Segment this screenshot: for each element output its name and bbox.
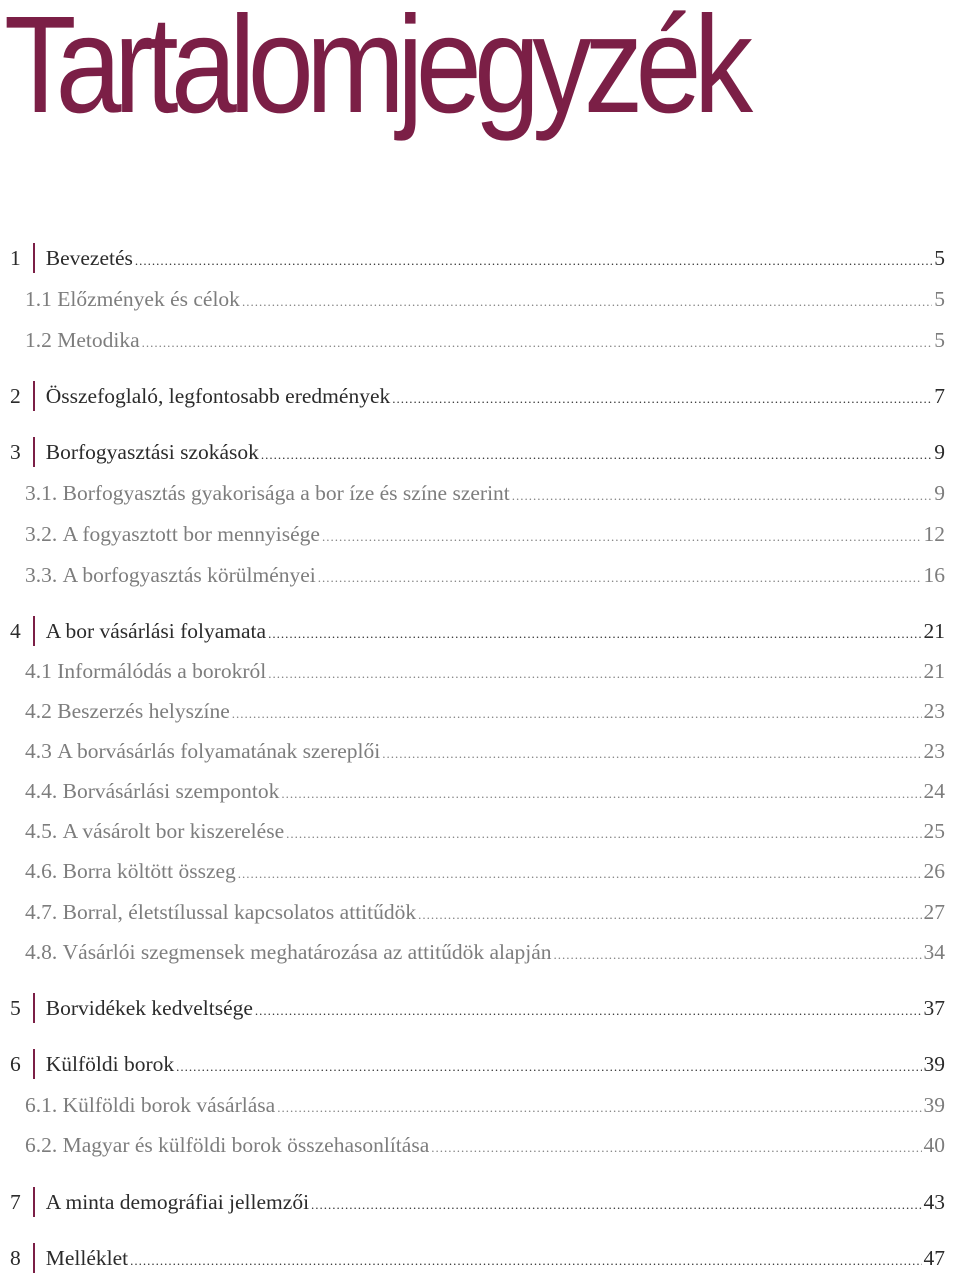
dot-leader	[392, 384, 932, 414]
dot-leader	[286, 819, 921, 849]
dot-leader	[277, 1093, 921, 1123]
toc-entry-page-number: 9	[934, 440, 945, 464]
dot-leader	[232, 699, 922, 729]
dot-leader	[135, 246, 932, 276]
toc-entry-title: A bor vásárlási folyamata	[45, 619, 267, 643]
toc-entry-page-number: 12	[923, 522, 945, 546]
toc-section-entry[interactable]	[10, 897, 945, 927]
toc-entry-page-number: 25	[923, 819, 945, 843]
toc-entry-page-number: 5	[934, 246, 945, 270]
toc-section-entry[interactable]	[10, 937, 945, 967]
dot-leader	[512, 481, 932, 511]
toc-section-entry[interactable]	[10, 519, 945, 549]
dot-leader	[261, 440, 932, 470]
toc-entry-number: 6.1.	[25, 1093, 58, 1117]
dot-leader	[268, 659, 921, 689]
dot-leader	[311, 1190, 921, 1220]
toc-entry-title: Előzmények és célok	[57, 287, 240, 311]
toc-section-entry[interactable]	[10, 776, 945, 806]
toc-entry-page-number: 21	[923, 659, 945, 683]
toc-entry-page-number: 5	[934, 328, 945, 352]
dot-leader	[142, 328, 933, 358]
toc-entry-number: 4.5.	[25, 819, 58, 843]
dot-leader	[382, 739, 921, 769]
toc-section-entry[interactable]	[10, 560, 945, 590]
toc-entry-page-number: 23	[923, 739, 945, 763]
dot-leader	[242, 287, 932, 317]
toc-entry-page-number: 47	[923, 1246, 945, 1270]
toc-entry-title: Borfogyasztás gyakorisága a bor íze és színe szerint	[62, 481, 510, 505]
chapter-divider-bar	[33, 381, 35, 411]
toc-entry-title: Borral, életstílussal kapcsolatos attitűdök	[62, 900, 417, 924]
toc-entry-number: 4	[10, 619, 21, 643]
toc-entry-title: Magyar és külföldi borok összehasonlítása	[62, 1133, 430, 1157]
toc-entry-page-number: 40	[923, 1133, 945, 1157]
dot-leader	[130, 1246, 921, 1276]
toc-entry-page-number: 9	[934, 481, 945, 505]
toc-entry-page-number: 16	[923, 563, 945, 587]
toc-chapter-entry[interactable]	[10, 1243, 945, 1273]
toc-entry-title: A borvásárlás folyamatának szereplői	[57, 739, 381, 763]
toc-entry-title: Informálódás a borokról	[57, 659, 267, 683]
toc-entry-title: Külföldi borok vásárlása	[62, 1093, 276, 1117]
dot-leader	[268, 619, 921, 649]
toc-section-entry[interactable]	[10, 816, 945, 846]
toc-entry-number: 4.1	[25, 659, 52, 683]
toc-entry-title: Külföldi borok	[45, 1052, 175, 1076]
toc-entry-number: 3	[10, 440, 21, 464]
toc-entry-page-number: 34	[923, 940, 945, 964]
chapter-divider-bar	[33, 243, 35, 273]
toc-entry-title: Borvidékek kedveltsége	[45, 996, 253, 1020]
dot-leader	[176, 1052, 921, 1082]
chapter-divider-bar	[33, 1187, 35, 1217]
toc-entry-title: Bevezetés	[45, 246, 133, 270]
toc-entry-title: A fogyasztott bor mennyisége	[62, 522, 320, 546]
dot-leader	[322, 522, 922, 552]
toc-entry-title: A borfogyasztás körülményei	[62, 563, 316, 587]
toc-entry-title: Metodika	[57, 328, 140, 352]
chapter-divider-bar	[33, 993, 35, 1023]
chapter-divider-bar	[33, 1049, 35, 1079]
chapter-divider-bar	[33, 616, 35, 646]
toc-chapter-entry[interactable]	[10, 243, 945, 273]
toc-entry-number: 2	[10, 384, 21, 408]
toc-entry-title: A vásárolt bor kiszerelése	[62, 819, 285, 843]
toc-entry-page-number: 5	[934, 287, 945, 311]
toc-entry-number: 3.1.	[25, 481, 58, 505]
toc-chapter-entry[interactable]	[10, 616, 945, 646]
toc-entry-title: Összefoglaló, legfontosabb eredmények	[45, 384, 391, 408]
dot-leader	[418, 900, 921, 930]
toc-entry-page-number: 39	[923, 1052, 945, 1076]
toc-section-entry[interactable]	[10, 1090, 945, 1120]
toc-entry-number: 1.1	[25, 287, 52, 311]
toc-section-entry[interactable]	[10, 284, 945, 314]
toc-entry-number: 1	[10, 246, 21, 270]
toc-entry-page-number: 43	[923, 1190, 945, 1214]
toc-entry-number: 4.4.	[25, 779, 58, 803]
toc-entry-number: 6.2.	[25, 1133, 58, 1157]
toc-entry-page-number: 27	[923, 900, 945, 924]
toc-chapter-entry[interactable]	[10, 437, 945, 467]
toc-entry-number: 4.8.	[25, 940, 58, 964]
toc-chapter-entry[interactable]	[10, 1187, 945, 1217]
page-title: Tartalomjegyzék	[4, 0, 746, 142]
toc-chapter-entry[interactable]	[10, 993, 945, 1023]
toc-entry-title: Borvásárlási szempontok	[62, 779, 280, 803]
toc-entry-title: A minta demográfiai jellemzői	[45, 1190, 310, 1214]
toc-entry-page-number: 37	[923, 996, 945, 1020]
toc-entry-title: Vásárlói szegmensek meghatározása az attitűdök alapján	[62, 940, 552, 964]
toc-entry-page-number: 7	[934, 384, 945, 408]
toc-section-entry[interactable]	[10, 325, 945, 355]
toc-entry-number: 4.2	[25, 699, 52, 723]
toc-section-entry[interactable]	[10, 696, 945, 726]
toc-entry-number: 1.2	[25, 328, 52, 352]
dot-leader	[554, 940, 922, 970]
dot-leader	[318, 563, 922, 593]
toc-entry-number: 4.6.	[25, 859, 58, 883]
dot-leader	[431, 1133, 921, 1163]
toc-entry-number: 4.7.	[25, 900, 58, 924]
toc-entry-page-number: 23	[923, 699, 945, 723]
toc-entry-number: 3.3.	[25, 563, 58, 587]
toc-section-entry[interactable]	[10, 478, 945, 508]
toc-entry-number: 6	[10, 1052, 21, 1076]
toc-entry-number: 5	[10, 996, 21, 1020]
toc-section-entry[interactable]	[10, 736, 945, 766]
toc-entry-page-number: 21	[923, 619, 945, 643]
toc-section-entry[interactable]	[10, 656, 945, 686]
chapter-divider-bar	[33, 437, 35, 467]
toc-entry-page-number: 26	[923, 859, 945, 883]
toc-section-entry[interactable]	[10, 1130, 945, 1160]
toc-section-entry[interactable]	[10, 856, 945, 886]
toc-entry-number: 7	[10, 1190, 21, 1214]
toc-entry-title: Melléklet	[45, 1246, 129, 1270]
dot-leader	[255, 996, 922, 1026]
dot-leader	[281, 779, 921, 809]
toc-entry-number: 3.2.	[25, 522, 58, 546]
toc-entry-title: Borfogyasztási szokások	[45, 440, 259, 464]
toc-entry-number: 4.3	[25, 739, 52, 763]
toc-chapter-entry[interactable]	[10, 381, 945, 411]
toc-entry-page-number: 24	[923, 779, 945, 803]
toc-entry-title: Borra költött összeg	[62, 859, 236, 883]
dot-leader	[238, 859, 922, 889]
toc-chapter-entry[interactable]	[10, 1049, 945, 1079]
chapter-divider-bar	[33, 1243, 35, 1273]
toc-entry-title: Beszerzés helyszíne	[57, 699, 230, 723]
toc-entry-page-number: 39	[923, 1093, 945, 1117]
toc-entry-number: 8	[10, 1246, 21, 1270]
